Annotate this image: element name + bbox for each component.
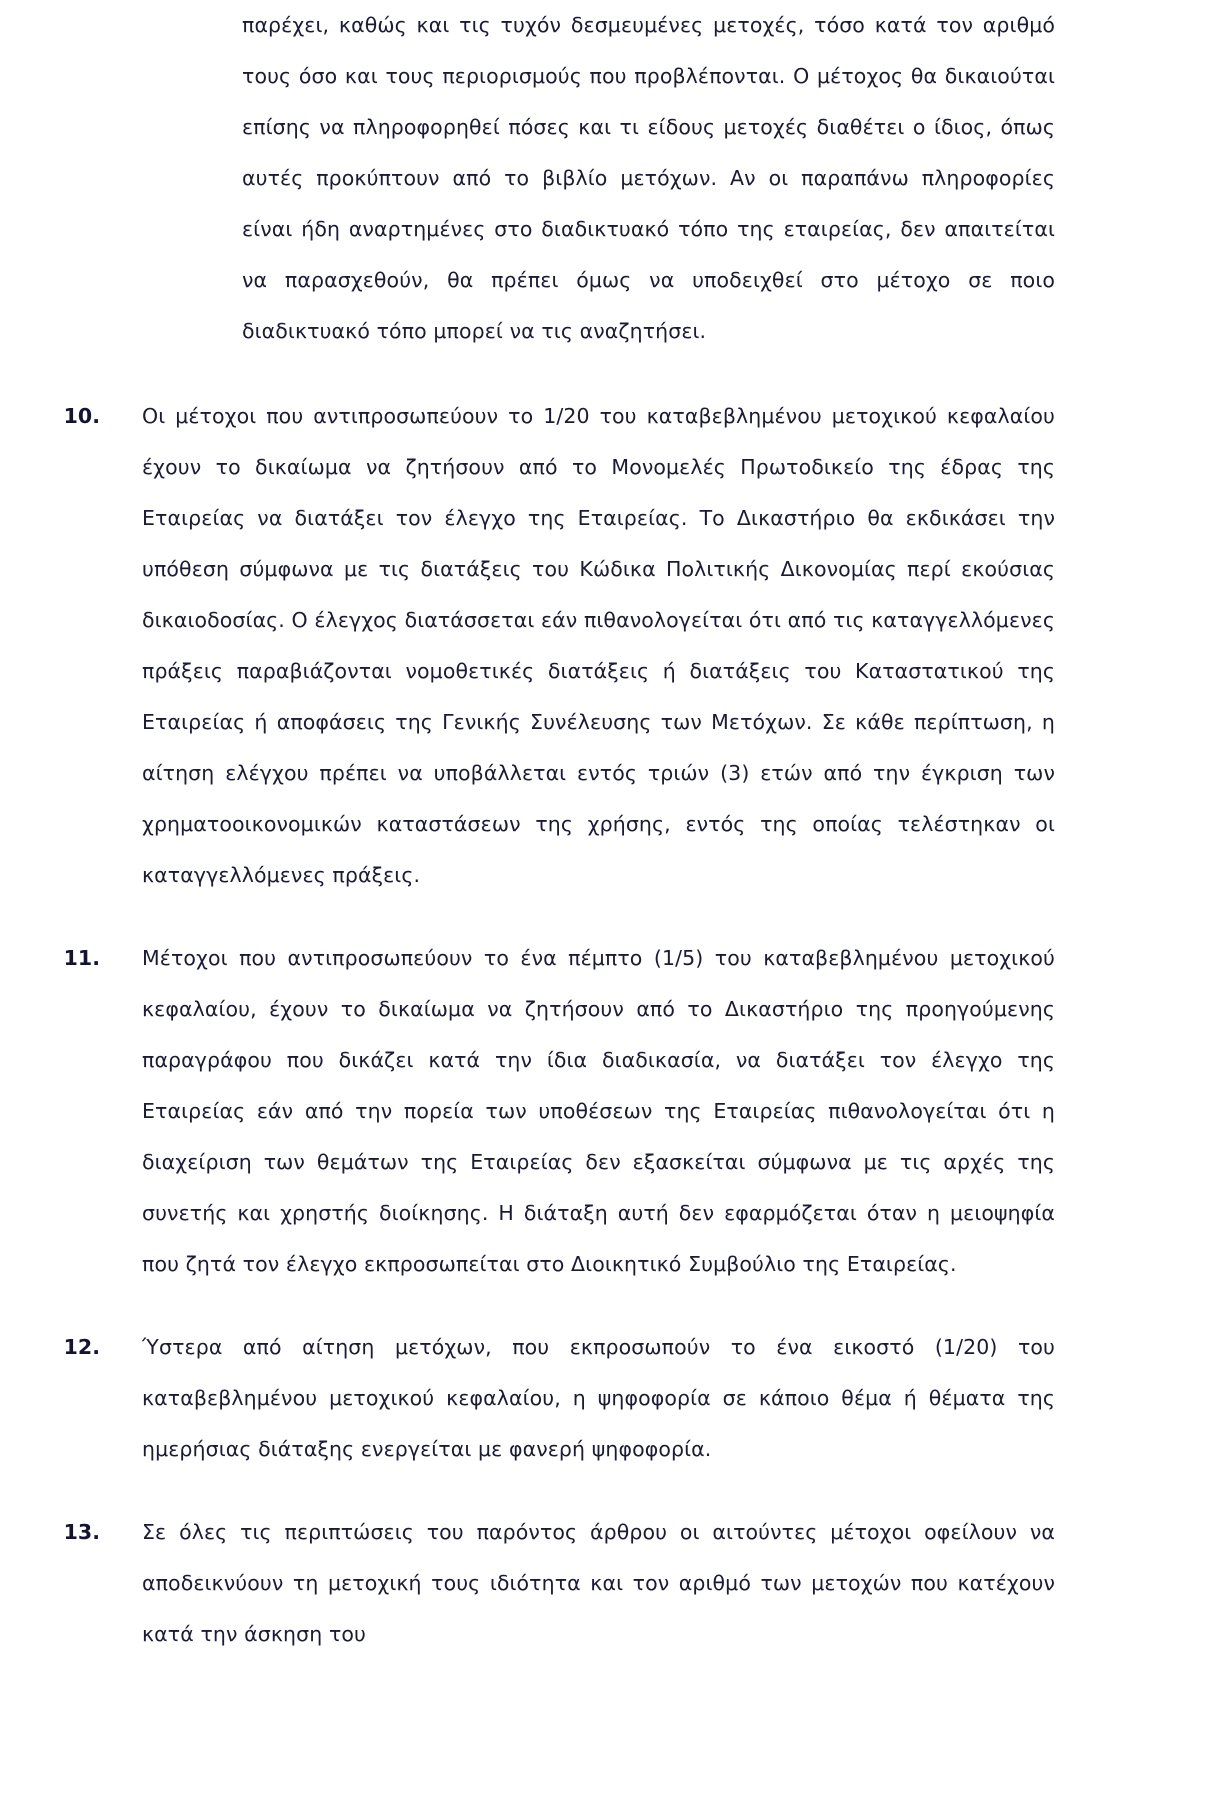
paragraph-text: παρέχει, καθώς και τις τυχόν δεσμευμένες μετοχές, τόσο κατά τον αριθμό τους όσο και τους περιορισμούς που προβλέπονται. Ο μέτοχος θα δικαιούται επίσης να πληροφορηθεί πόσες και τι είδους μετοχές διαθέτει ο ίδιος, όπως αυτές προκύπτουν από το βιβλίο μετόχων. Αν οι παραπάνω πληροφορίες είναι ήδη αναρτημένες στο διαδικτυακό τόπο της εταιρείας, δεν απαιτείται να παρασχεθούν, θα πρέπει όμως να υποδειχθεί στο μέτοχο σε ποιο διαδικτυακό τόπο μπορεί να τις αναζητήσει. <box>242 13 1055 343</box>
paragraph-text: Σε όλες τις περιπτώσεις του παρόντος άρθρου οι αιτούντες μέτοχοι οφείλουν να αποδεικνύουν τη μετοχική τους ιδιότητα και τον αριθμό των μετοχών που κατέχουν κατά την άσκηση του <box>142 1520 1055 1646</box>
paragraph-number: 13. <box>63 1520 100 1544</box>
paragraph-13 <box>0 1507 1055 1660</box>
paragraph-10 <box>0 391 1055 901</box>
paragraph-text: Μέτοχοι που αντιπροσωπεύουν το ένα πέμπτο (1/5) του καταβεβλημένου μετοχικού κεφαλαίου, έχουν το δικαίωμα να ζητήσουν από το Δικαστήριο της προηγούμενης παραγράφου που δικάζει κατά την ίδια διαδικασία, να διατάξει τον έλεγχο της Εταιρείας εάν από την πορεία των υποθέσεων της Εταιρείας πιθανολογείται ότι η διαχείριση των θεμάτων της Εταιρείας δεν εξασκείται σύμφωνα με τις αρχές της συνετής και χρηστής διοίκησης. Η διάταξη αυτή δεν εφαρμόζεται όταν η μειοψηφία που ζητά τον έλεγχο εκπροσωπείται στο Διοικητικό Συμβούλιο της Εταιρείας. <box>142 946 1055 1276</box>
paragraph-number: 10. <box>63 404 100 428</box>
paragraph-12 <box>0 1322 1055 1475</box>
paragraph-number: 11. <box>63 946 100 970</box>
paragraph-text: Οι μέτοχοι που αντιπροσωπεύουν το 1/20 του καταβεβλημένου μετοχικού κεφαλαίου έχουν το δικαίωμα να ζητήσουν από το Μονομελές Πρωτοδικείο της έδρας της Εταιρείας να διατάξει τον έλεγχο της Εταιρείας. Το Δικαστήριο θα εκδικάσει την υπόθεση σύμφωνα με τις διατάξεις του Κώδικα Πολιτικής Δικονομίας περί εκούσιας δικαιοδοσίας. Ο έλεγχος διατάσσεται εάν πιθανολογείται ότι από τις καταγγελλόμενες πράξεις παραβιάζονται νομοθετικές διατάξεις ή διατάξεις του Καταστατικού της Εταιρείας ή αποφάσεις της Γενικής Συνέλευσης των Μετόχων. Σε κάθε περίπτωση, η αίτηση ελέγχου πρέπει να υποβάλλεται εντός τριών (3) ετών από την έγκριση των χρηματοοικονομικών καταστάσεων της χρήσης, εντός της οποίας τελέστηκαν οι καταγγελλόμενες πράξεις. <box>142 404 1055 887</box>
paragraph-continuation <box>0 0 1055 357</box>
paragraph-text: Ύστερα από αίτηση μετόχων, που εκπροσωπούν το ένα εικοστό (1/20) του καταβεβλημένου μετοχικού κεφαλαίου, η ψηφοφορία σε κάποιο θέμα ή θέματα της ημερήσιας διάταξης ενεργείται με φανερή ψηφοφορία. <box>142 1335 1055 1461</box>
paragraph-number: 12. <box>63 1335 100 1359</box>
paragraph-11 <box>0 933 1055 1290</box>
